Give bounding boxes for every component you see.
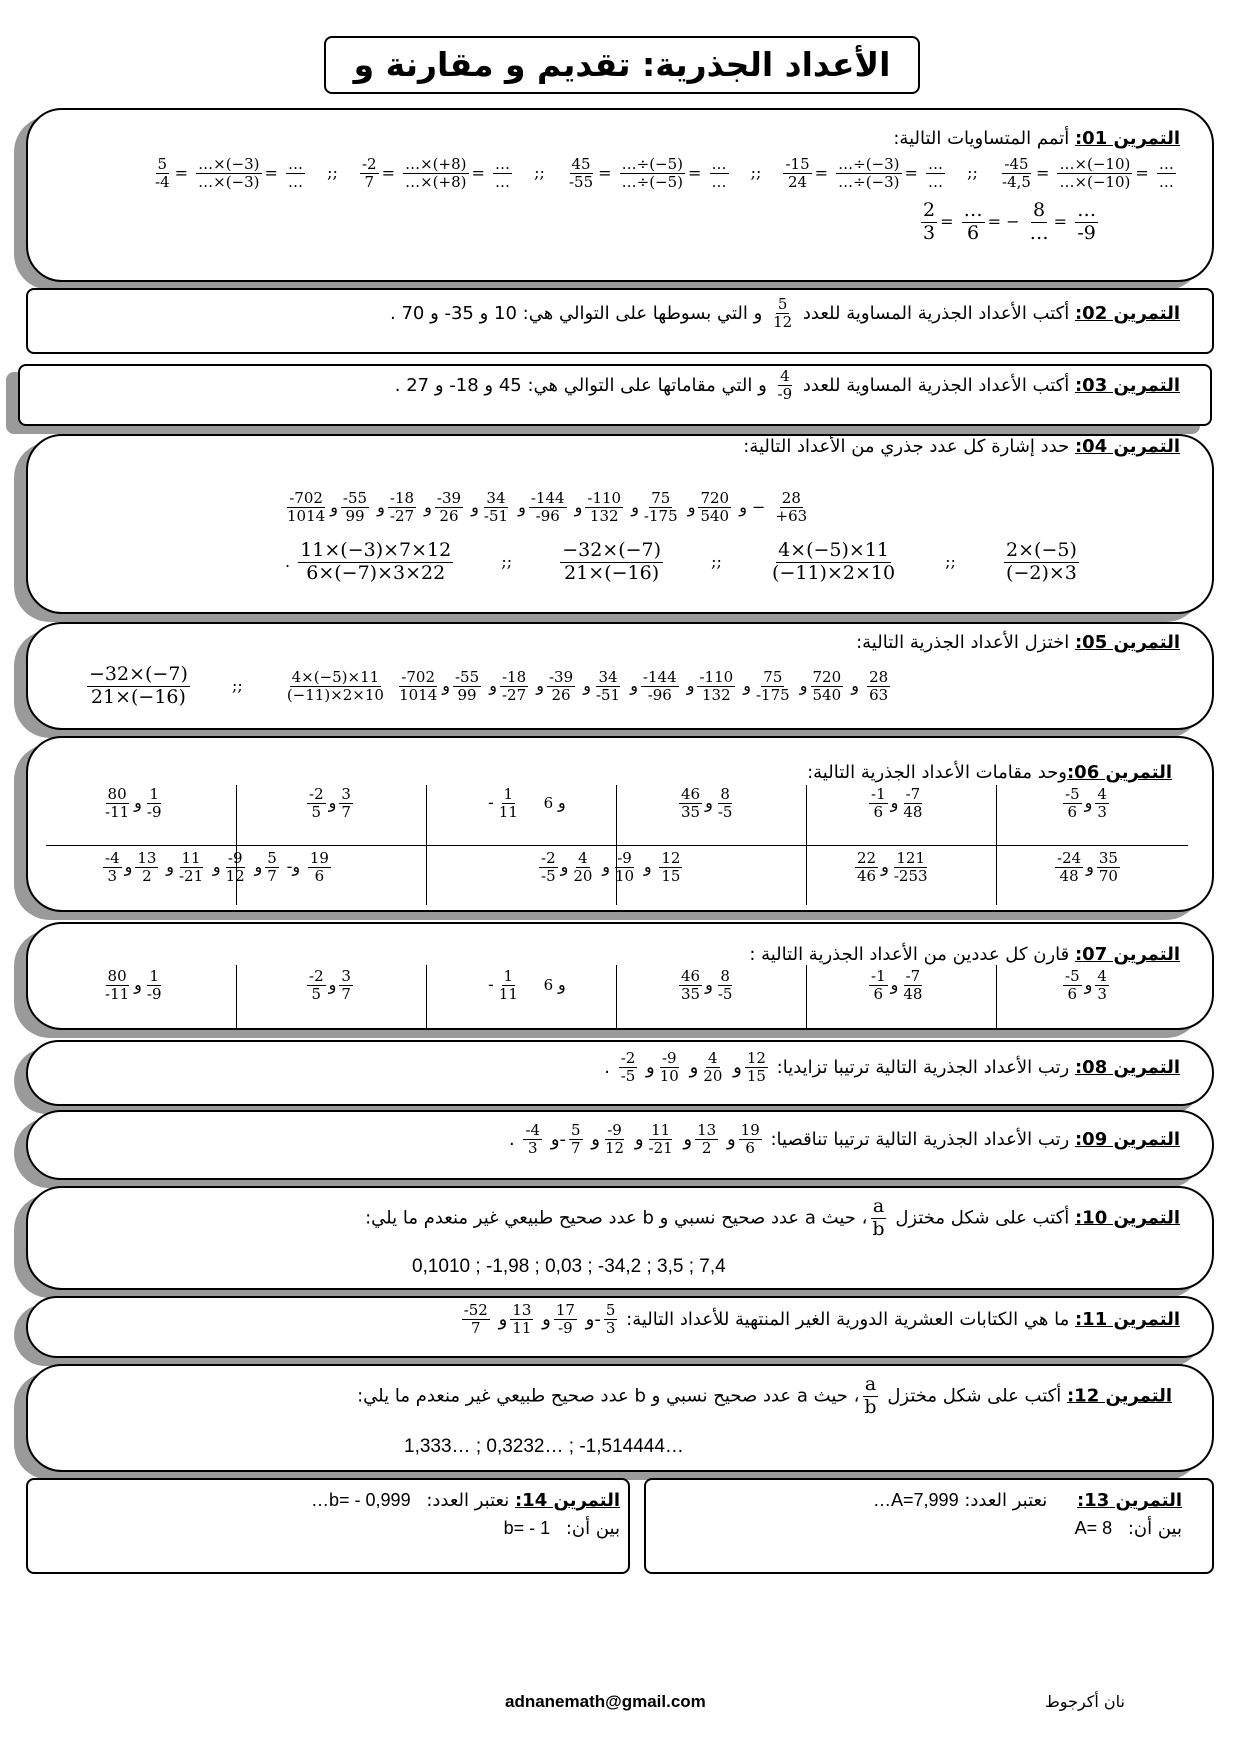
fraction: $\frac{-55}{99}$: [342, 489, 368, 526]
exercise-06-cell: $\frac{46}{35}$ و $\frac{8}{-5}$: [681, 785, 733, 822]
fraction: $\frac{4\times(-5)\times 11}{(-11)\times 2\times 10}$: [286, 667, 384, 704]
fraction: $\frac{22}{46}$: [857, 849, 877, 886]
footer-email: adnanemath@gmail.com: [505, 1692, 706, 1711]
exercise-03-label: التمرين 03:: [1074, 374, 1180, 396]
exercise-07-cell: $\frac{-1}{6}$ و $\frac{-7}{48}$: [871, 967, 923, 1004]
exercise-07-cell: $\frac{-2}{5}$ و $\frac{3}{7}$: [309, 967, 351, 1004]
fraction: $\frac{4}{3}$: [1097, 785, 1107, 822]
fraction: $\frac{80}{-11}$: [105, 785, 130, 822]
fraction: $\frac{4\times(-5)\times 11}{(-11)\times 2\times 10}$: [772, 539, 896, 584]
exercise-04-text: حدد إشارة كل عدد جذري من الأعداد التالية:: [743, 436, 1070, 457]
exercise-14-line-2: [504, 1518, 620, 1539]
fraction: $\frac{a}{b}$: [864, 1373, 877, 1418]
exercise-12-text-b: ، حيث a عدد صحيح نسبي و b عدد صحيح طبيعي غير منعدم ما يلي:: [357, 1385, 860, 1407]
fraction: $\frac{-4}{3}$: [105, 849, 120, 886]
fraction: $\frac{1}{-9}$: [146, 967, 162, 1004]
exercise-05-row: $\frac{-32\times(-7)}{21\times(-16)}$ ;; $\frac{4\times(-5)\times 11}{(-11)\times 2\times 10}$ $\frac{-702}{1014}$ و $\frac{720}{540}$ و $\frac{75}{-175}$ و $\frac{-110}{132}$ و $\frac{-144}{-96}$ و $\frac{34}{-51}$ و $\frac{-39}{26}$ و $\frac{-18}{-27}$ و $\frac{-55}{99}$ و $\frac{28}{63}$: [89, 663, 889, 708]
fraction: $\frac{720}{540}$: [812, 667, 842, 704]
exercise-12-line: [357, 1374, 1172, 1419]
fraction: $\frac{19}{6}$: [309, 849, 329, 886]
exercise-13-text: نعتبر العدد:: [964, 1490, 1048, 1511]
fraction: $\frac{-39}{26}$: [548, 667, 574, 704]
fraction: $\frac{13}{2}$: [137, 849, 157, 886]
exercise-09-text: رتب الأعداد الجذرية التالية ترتيبا تناقصيا:: [770, 1128, 1070, 1150]
exercise-06-cell: $\frac{-2}{-5}$ و $\frac{-9}{10}$ و $\frac{4}{20}$ و $\frac{12}{15}$: [541, 849, 681, 886]
fraction: $\frac{\dots\div(-3)}{\dots\div(-3)}$: [838, 155, 900, 192]
fraction: $\frac{-9}{10}$: [659, 1049, 679, 1086]
fraction: $\frac{-702}{1014}$: [287, 489, 326, 526]
fraction: $\frac{-45}{-4,5}$: [1002, 155, 1031, 192]
exercise-06-cell: $\frac{-24}{48}$ و $\frac{35}{70}$: [1057, 849, 1118, 886]
exercise-07-col-line: [806, 965, 807, 1029]
fraction: $\frac{4}{20}$: [573, 849, 593, 886]
exercise-03-text-a: أكتب الأعداد الجذرية المساوية للعدد: [802, 374, 1070, 396]
exercise-14-show: بين أن:: [565, 1518, 620, 1539]
exercise-02-text-b: و التي بسوطها على التوالي هي:: [522, 302, 763, 324]
exercise-13-result: A= 8: [1074, 1518, 1113, 1538]
fraction: $\frac{-144}{-96}$: [530, 489, 565, 526]
fraction: $\frac{4}{-9}$: [777, 367, 793, 404]
fraction: $\frac{80}{-11}$: [105, 967, 130, 1004]
fraction: $\frac{-9}{12}$: [605, 1121, 625, 1158]
fraction: $\frac{-5}{6}$: [1065, 785, 1080, 822]
exercise-08-label: التمرين 08:: [1074, 1056, 1180, 1078]
exercise-11-text: ما هي الكتابات العشرية الدورية الغير المنتهية للأعداد التالية:: [626, 1308, 1070, 1330]
fraction: $\frac{13}{2}$: [697, 1121, 717, 1158]
exercise-04-label: التمرين 04:: [1074, 436, 1180, 457]
fraction: $\frac{5}{7}$: [267, 849, 277, 886]
fraction: $\frac{a}{b}$: [872, 1195, 885, 1240]
exercise-07-text: قارن كل عددين من الأعداد الجذرية التالية :: [749, 944, 1070, 965]
fraction: $\frac{-24}{48}$: [1057, 849, 1082, 886]
exercise-07-label: التمرين 07:: [1074, 944, 1180, 965]
fraction: $\frac{4}{3}$: [1097, 967, 1107, 1004]
fraction: $\frac{11}{-21}$: [648, 1121, 673, 1158]
fraction: … …: [495, 155, 510, 192]
exercise-05-heading: [856, 632, 1180, 653]
exercise-04-row-2: . $\frac{11\times(-3)\times 7\times 12}{6\times(-7)\times 3\times 22}$ ;; $\frac{-32\times(-7)}{21\times(-16)}$ ;; $\frac{4\times(-5)\times 11}{(-11)\times 2\times 10}$ ;; $\frac{2\times(-5)}{(-2)\times 3}$: [285, 539, 1077, 584]
exercise-05-text: اختزل الأعداد الجذرية التالية:: [856, 632, 1070, 653]
fraction: $\frac{-2}{-5}$: [620, 1049, 636, 1086]
fraction: $\frac{-32\times(-7)}{21\times(-16)}$: [562, 539, 662, 584]
exercise-13-line-2: [1075, 1518, 1182, 1539]
fraction: $\frac{-9}{10}$: [614, 849, 635, 886]
exercise-04-row-1: $\frac{-702}{1014}$ و $\frac{720}{540}$ و $\frac{75}{-175}$ و $\frac{-110}{132}$ و $\frac{-144}{-96}$ و $\frac{34}{-51}$ و $\frac{-39}{26}$ و $\frac{-18}{-27}$ و $\frac{-55}{99}$ و − $\frac{28}{+63}$: [287, 489, 808, 526]
exercise-06-col-line: [806, 785, 807, 905]
fraction: $\frac{2}{3}$: [923, 199, 936, 244]
exercise-07-cell: $\frac{80}{-11}$ و $\frac{1}{-9}$: [105, 967, 162, 1004]
fraction: $\frac{-144}{-96}$: [642, 667, 677, 704]
exercise-12-label: التمرين 12:: [1066, 1385, 1172, 1407]
fraction: $\frac{5}{7}$: [571, 1121, 581, 1158]
page-title: الأعداد الجذرية: تقديم و مقارنة و: [353, 45, 891, 84]
fraction: $\frac{17}{-9}$: [555, 1301, 575, 1338]
fraction: $\frac{5}{12}$: [773, 295, 793, 332]
exercise-09-label: التمرين 09:: [1074, 1128, 1180, 1150]
exercise-10-values: 0,1010 ; -1,98 ; 0,03 ; -34,2 ; 3,5 ; 7,4: [412, 1256, 726, 1277]
exercise-03-values: 45 و 18- و 27 .: [394, 374, 522, 396]
fraction: $\frac{12}{15}$: [746, 1049, 766, 1086]
fraction: $\frac{12}{15}$: [661, 849, 681, 886]
exercise-02-label: التمرين 02:: [1074, 302, 1180, 324]
fraction: $\frac{-702}{1014}$: [399, 667, 438, 704]
exercise-03-line: [395, 368, 1180, 404]
fraction: $\frac{-2}{7}$: [361, 155, 377, 192]
fraction: $\frac{-55}{99}$: [454, 667, 480, 704]
fraction: $\frac{-39}{26}$: [436, 489, 462, 526]
exercise-07-col-line: [616, 965, 617, 1029]
exercise-07-col-line: [426, 965, 427, 1029]
exercise-06-cell: $\frac{-5}{6}$ و $\frac{4}{3}$: [1065, 785, 1107, 822]
exercise-10-line: [365, 1196, 1180, 1241]
exercise-11-label: التمرين 11:: [1074, 1308, 1180, 1330]
fraction: $\frac{5}{-4}$: [155, 155, 170, 192]
exercise-11-line: التمرين 11: ما هي الكتابات العشرية الدورية الغير المنتهية للأعداد التالية: $\frac{5}{3}$ -و $\frac{17}{-9}$ و $\frac{13}{11}$ و $\frac{-52}{7}$: [463, 1301, 1180, 1338]
exercise-06-text: وحد مقامات الأعداد الجذرية التالية:: [807, 762, 1067, 783]
fraction: $\frac{-2}{5}$: [309, 967, 324, 1004]
exercise-10-text-b: ، حيث a عدد صحيح نسبي و b عدد صحيح طبيعي غير منعدم ما يلي:: [365, 1207, 868, 1229]
exercise-06-col-line: [426, 785, 427, 905]
fraction: $\frac{11}{-21}$: [178, 849, 204, 886]
exercise-06-table-divider: [46, 845, 1188, 846]
fraction: $\frac{46}{35}$: [681, 967, 701, 1004]
fraction: $\frac{-7}{48}$: [903, 785, 923, 822]
exercise-06-cell: $\frac{-4}{3}$ و- $\frac{5}{7}$ و $\frac{-9}{12}$ و $\frac{11}{-21}$ و $\frac{13}{2}$ و $\frac{19}{6}$: [105, 849, 329, 886]
exercise-13-value: A=7,999…: [873, 1490, 959, 1510]
exercise-08-line: التمرين 08: رتب الأعداد الجذرية التالية ترتيبا تزايديا: $\frac{12}{15}$ و $\frac{4}{20}$ و $\frac{-9}{10}$ و $\frac{-2}{-5}$ .: [604, 1049, 1180, 1086]
exercise-06-heading: [807, 762, 1172, 783]
exercise-02-text-a: أكتب الأعداد الجذرية المساوية للعدد: [802, 302, 1070, 324]
fraction: $\frac{\dots\times(-3)}{\dots\times(-3)}$: [198, 155, 260, 192]
fraction: $\frac{28}{63}$: [869, 667, 889, 704]
exercise-06-cell: $\frac{-1}{6}$ و $\frac{-7}{48}$: [871, 785, 923, 822]
fraction: $\frac{-2}{5}$: [309, 785, 324, 822]
exercise-07-box: [26, 922, 1214, 1030]
fraction: $\frac{45}{-55}$: [568, 155, 594, 192]
fraction: $\frac{19}{6}$: [740, 1121, 760, 1158]
fraction: $\frac{5}{3}$: [605, 1301, 616, 1338]
fraction: $\frac{-110}{132}$: [587, 489, 622, 526]
fraction: $\frac{1}{-9}$: [146, 785, 162, 822]
fraction: $\frac{1}{11}$: [498, 785, 518, 822]
exercise-06-cell: $\frac{80}{-11}$ و $\frac{1}{-9}$: [105, 785, 162, 822]
exercise-10-text-a: أكتب على شكل مختزل: [895, 1207, 1070, 1229]
exercise-13-line-1: [873, 1490, 1182, 1511]
exercise-06-col-line: [996, 785, 997, 905]
exercise-14-value: b= - 0,999…: [311, 1490, 411, 1510]
fraction: … …: [928, 155, 944, 192]
fraction: $\frac{720}{540}$: [700, 489, 730, 526]
fraction: $\frac{75}{-175}$: [755, 667, 790, 704]
fraction: … 6: [963, 199, 983, 244]
fraction: $\frac{11\times(-3)\times 7\times 12}{6\times(-7)\times 3\times 22}$: [300, 539, 452, 584]
exercise-06-label: التمرين 06:: [1066, 762, 1172, 783]
exercise-07-cell: - $\frac{1}{11}$ 6 و: [488, 967, 566, 1004]
fraction: $\frac{-18}{-27}$: [501, 667, 527, 704]
fraction: $\frac{34}{-51}$: [483, 489, 509, 526]
fraction: $\frac{-52}{7}$: [463, 1301, 488, 1338]
exercise-01-equality-6: $\frac{2}{3}$ = … 6 = − 8 … = … -9: [923, 199, 1097, 244]
fraction: $\frac{-5}{6}$: [1065, 967, 1080, 1004]
fraction: $\frac{-18}{-27}$: [389, 489, 415, 526]
exercise-06-cell: $\frac{22}{46}$ و $\frac{121}{-253}$: [857, 849, 928, 886]
exercise-13-label: التمرين 13:: [1076, 1490, 1182, 1511]
exercise-14-label: التمرين 14:: [514, 1490, 620, 1511]
exercise-07-col-line: [996, 965, 997, 1029]
fraction: $\frac{-1}{6}$: [871, 785, 886, 822]
exercise-07-cell: $\frac{46}{35}$ و $\frac{8}{-5}$: [681, 967, 733, 1004]
fraction: $\frac{1}{11}$: [498, 967, 518, 1004]
exercise-06-col-line: [616, 785, 617, 905]
exercise-12-text-a: أكتب على شكل مختزل: [887, 1385, 1062, 1407]
fraction: $\frac{-7}{48}$: [903, 967, 923, 1004]
fraction: 8 …: [1029, 199, 1049, 244]
fraction: $\frac{8}{-5}$: [717, 967, 733, 1004]
fraction: … …: [1158, 155, 1174, 192]
fraction: … …: [288, 155, 304, 192]
fraction: $\frac{4}{20}$: [703, 1049, 723, 1086]
exercise-14-result: b= - 1: [503, 1518, 551, 1538]
fraction: $\frac{-2}{-5}$: [541, 849, 556, 886]
fraction: … …: [711, 155, 727, 192]
exercise-06-cell: - $\frac{1}{11}$ 6 و: [488, 785, 566, 822]
exercise-09-line: التمرين 09: رتب الأعداد الجذرية التالية ترتيبا تناقصيا: $\frac{19}{6}$ و $\frac{13}{2}$ و $\frac{11}{-21}$ و $\frac{-9}{12}$ و $\frac{5}{7}$ -و $\frac{-4}{3}$ .: [508, 1121, 1180, 1158]
fraction: $\frac{\dots\times(-10)}{\dots\times(-10)}$: [1059, 155, 1131, 192]
fraction: $\frac{28}{+63}$: [775, 489, 808, 526]
fraction: $\frac{35}{70}$: [1098, 849, 1118, 886]
fraction: $\frac{121}{-253}$: [893, 849, 928, 886]
fraction: $\frac{-32\times(-7)}{21\times(-16)}$: [89, 663, 188, 708]
fraction: $\frac{8}{-5}$: [717, 785, 733, 822]
exercise-02-values: 10 و 35- و 70 .: [389, 302, 517, 324]
fraction: … -9: [1077, 199, 1097, 244]
exercise-01-equalities: $\frac{5}{-4}$ = $\frac{\dots\times(-3)}{\dots\times(-3)}$ = … … ;; $\frac{-2}{7}$ = $\frac{\dots\times(+8)}{\dots\times(+8)}$ = … … ;; $\frac{45}{-55}$ = $\frac{\dots\div(-5)}{\dots\div(-5)}$ = … … ;; $\frac{-15}{24}$ = $\frac{\dots\div(-3)}{\dots\div(-3)}$ = … … ;; $\frac{-45}{-4,5}$ = $\frac{\dots\times(-10)}{\dots\times(-10)}$ = … …: [155, 155, 1174, 192]
exercise-01-label: التمرين 01:: [1074, 128, 1180, 149]
fraction: $\frac{-4}{3}$: [525, 1121, 541, 1158]
fraction: $\frac{3}{7}$: [341, 785, 351, 822]
exercise-07-col-line: [236, 965, 237, 1029]
exercise-05-label: التمرين 05:: [1074, 632, 1180, 653]
fraction: $\frac{3}{7}$: [341, 967, 351, 1004]
fraction: $\frac{-110}{132}$: [699, 667, 734, 704]
exercise-02-line: [390, 296, 1180, 332]
exercise-08-text: رتب الأعداد الجذرية التالية ترتيبا تزايديا:: [776, 1056, 1070, 1078]
exercise-04-heading: [743, 436, 1180, 457]
fraction: $\frac{46}{35}$: [681, 785, 701, 822]
exercise-06-col-line: [236, 785, 237, 905]
exercise-14-text: نعتبر العدد:: [426, 1490, 510, 1511]
fraction: $\frac{75}{-175}$: [643, 489, 678, 526]
exercise-01-text: أتمم المتساويات التالية:: [893, 128, 1070, 149]
fraction: $\frac{-1}{6}$: [871, 967, 886, 1004]
exercise-10-label: التمرين 10:: [1074, 1207, 1180, 1229]
fraction: $\frac{13}{11}$: [512, 1301, 532, 1338]
fraction: $\frac{34}{-51}$: [595, 667, 621, 704]
fraction: $\frac{-9}{12}$: [225, 849, 245, 886]
fraction: $\frac{\dots\times(+8)}{\dots\times(+8)}$: [405, 155, 467, 192]
exercise-03-text-b: و التي مقاماتها على التوالي هي:: [527, 374, 767, 396]
exercise-14-line-1: [311, 1490, 620, 1511]
exercise-07-cell: $\frac{-5}{6}$ و $\frac{4}{3}$: [1065, 967, 1107, 1004]
footer-author: نان أكرجوط: [1045, 1692, 1126, 1711]
fraction: $\frac{2\times(-5)}{(-2)\times 3}$: [1006, 539, 1077, 584]
exercise-01-heading: [893, 128, 1180, 149]
exercise-07-heading: [749, 944, 1180, 965]
page-title-box: [324, 36, 920, 94]
exercise-12-values: 1,333… ; 0,3232… ; -1,514444…: [404, 1436, 684, 1457]
fraction: $\frac{\dots\div(-5)}{\dots\div(-5)}$: [621, 155, 684, 192]
exercise-13-show: بين أن:: [1127, 1518, 1182, 1539]
fraction: $\frac{-15}{24}$: [785, 155, 810, 192]
exercise-06-cell: $\frac{-2}{5}$ و $\frac{3}{7}$: [309, 785, 351, 822]
